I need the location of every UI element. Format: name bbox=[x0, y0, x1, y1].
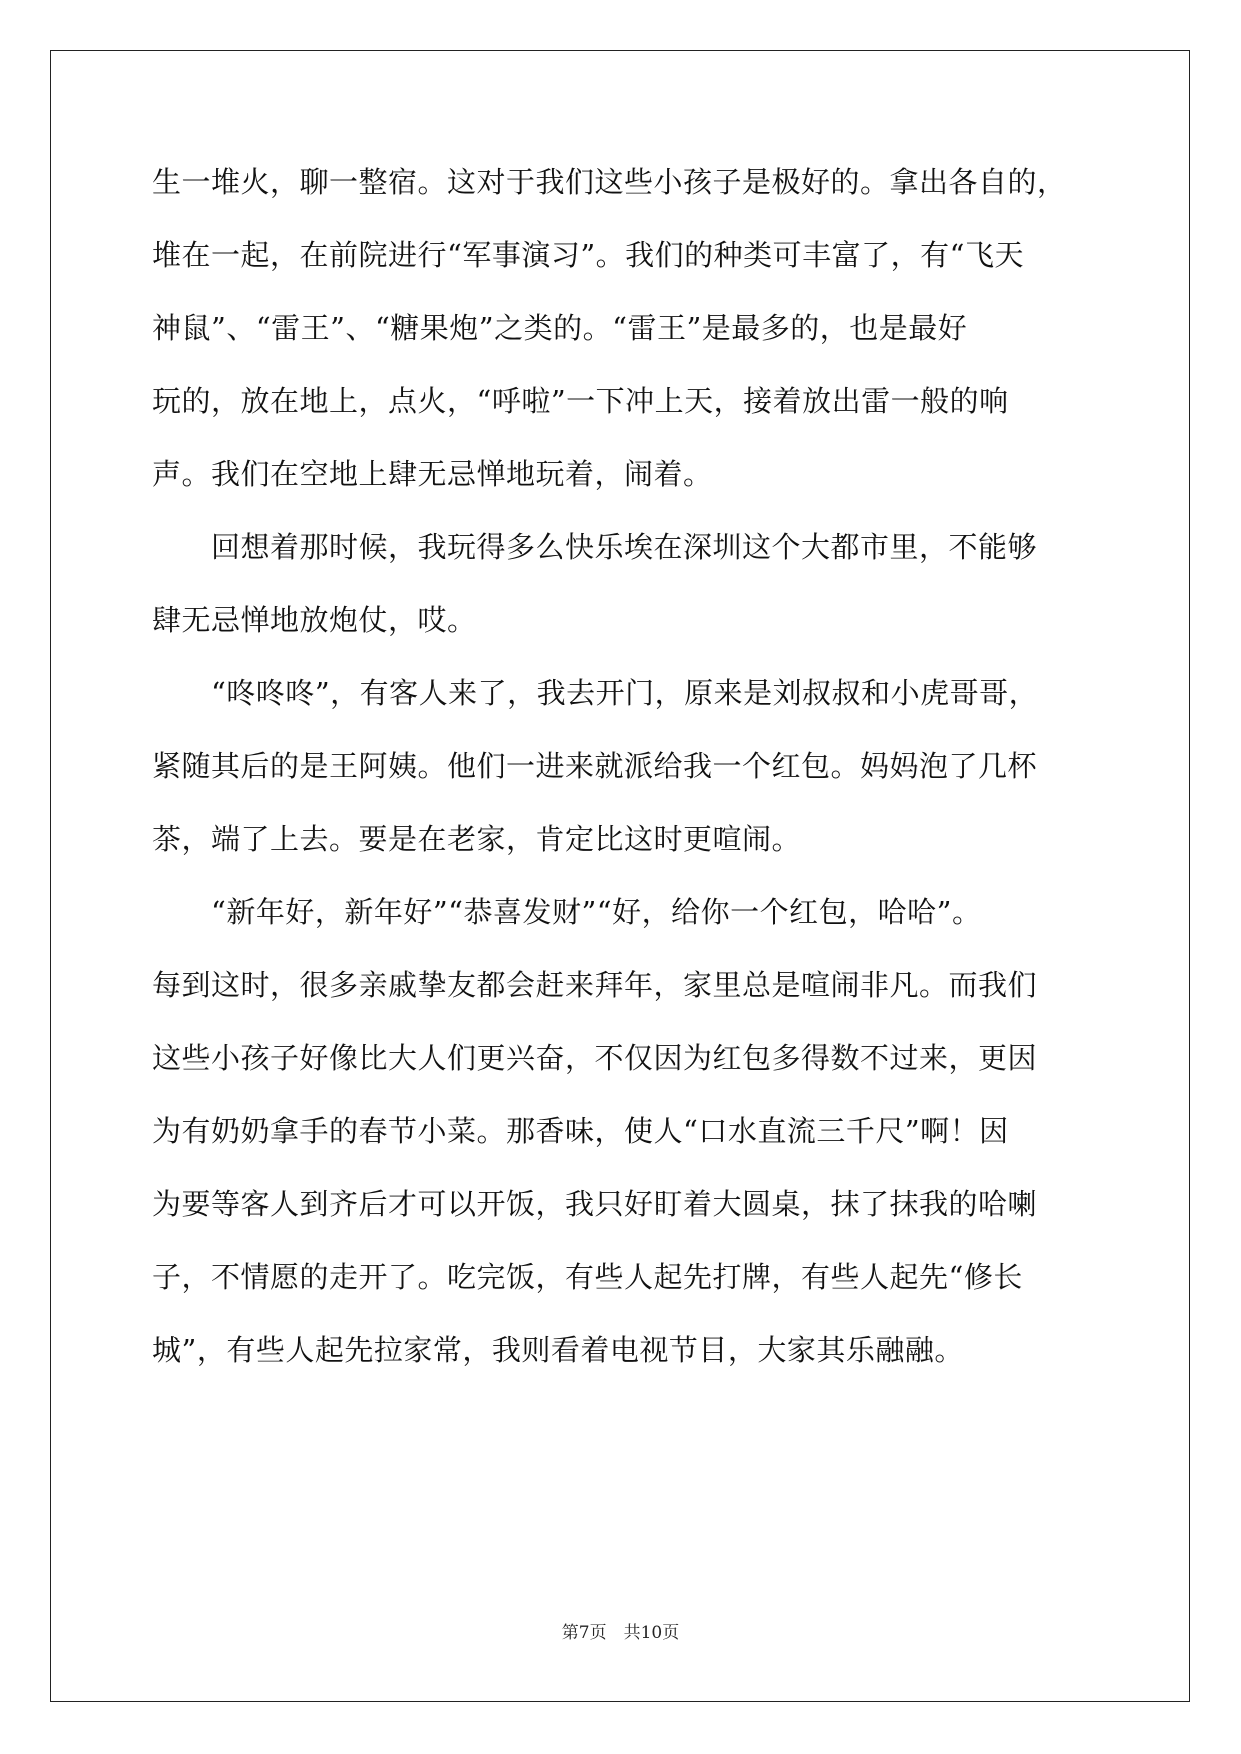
text-line: “新年好，新年好”“恭喜发财”“好，给你一个红包，哈哈”。 bbox=[152, 895, 982, 929]
text-line: 神鼠”、“雷王”、“糖果炮”之类的。“雷王”是最多的，也是最好 bbox=[152, 311, 968, 345]
text-line: 茶，端了上去。要是在老家，肯定比这时更喧闹。 bbox=[152, 822, 802, 856]
text-line: 肆无忌惮地放炮仗，哎。 bbox=[152, 603, 477, 637]
text-line: 为要等客人到齐后才可以开饭，我只好盯着大圆桌，抹了抹我的哈喇 bbox=[152, 1187, 1038, 1221]
text-line: 每到这时，很多亲戚挚友都会赶来拜年，家里总是喧闹非凡。而我们 bbox=[152, 968, 1038, 1002]
text-line: 堆在一起，在前院进行“军事演习”。我们的种类可丰富了，有“飞天 bbox=[152, 238, 1024, 272]
text-line: “咚咚咚”，有客人来了，我去开门，原来是刘叔叔和小虎哥哥， bbox=[152, 676, 1039, 710]
text-line: 生一堆火，聊一整宿。这对于我们这些小孩子是极好的。拿出各自的， bbox=[152, 165, 1067, 199]
text-line: 紧随其后的是王阿姨。他们一进来就派给我一个红包。妈妈泡了几杯 bbox=[152, 749, 1038, 783]
text-line: 回想着那时候，我玩得多么快乐埃在深圳这个大都市里，不能够 bbox=[152, 530, 1038, 564]
text-line: 声。我们在空地上肆无忌惮地玩着，闹着。 bbox=[152, 457, 713, 491]
text-line: 子，不情愿的走开了。吃完饭，有些人起先打牌，有些人起先“修长 bbox=[152, 1260, 1023, 1294]
page-frame bbox=[50, 50, 1190, 1702]
text-line: 玩的，放在地上，点火，“呼啦”一下冲上天，接着放出雷一般的响 bbox=[152, 384, 1009, 418]
text-line: 这些小孩子好像比大人们更兴奋，不仅因为红包多得数不过来，更因 bbox=[152, 1041, 1038, 1075]
text-line: 城”，有些人起先拉家常，我则看着电视节目，大家其乐融融。 bbox=[152, 1333, 964, 1367]
text-line: 为有奶奶拿手的春节小菜。那香味，使人“口水直流三千尺”啊！因 bbox=[152, 1114, 1009, 1148]
page-number-footer: 第7页 共10页 bbox=[561, 1623, 680, 1643]
